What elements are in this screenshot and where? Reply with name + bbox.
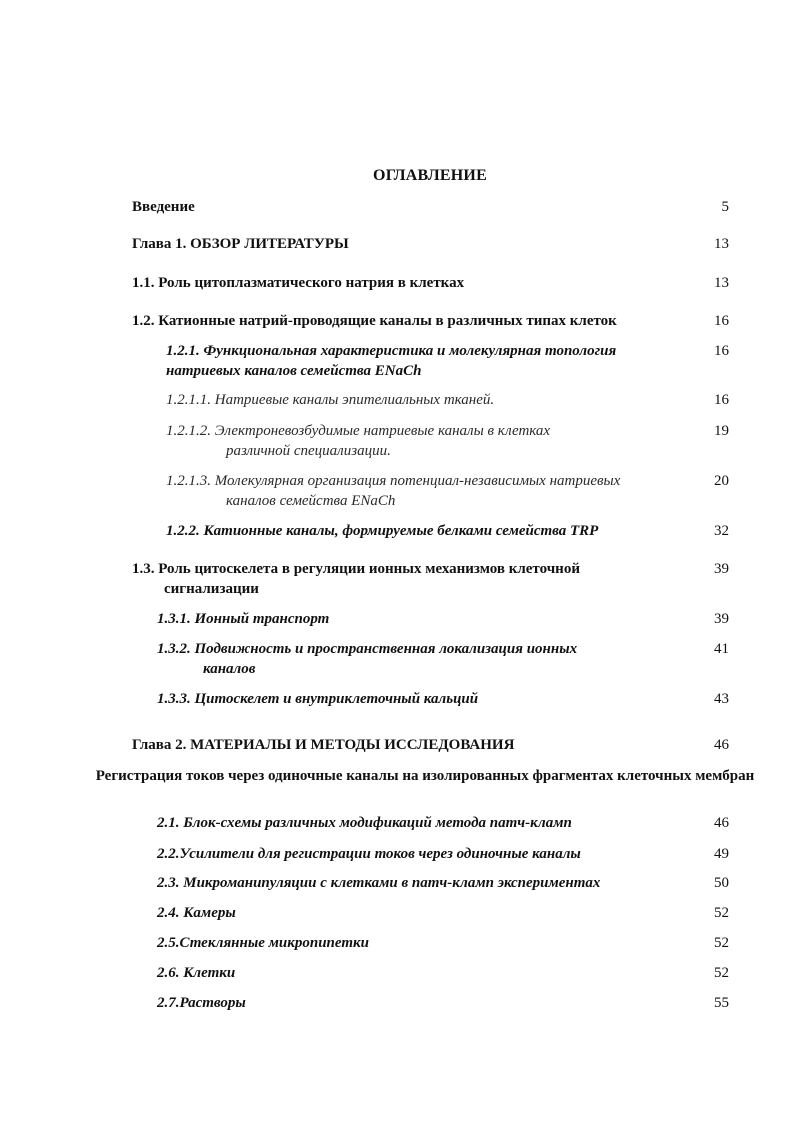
toc-page-number: 19 [714, 423, 729, 439]
toc-entry-1-2-1-1 [166, 390, 494, 410]
toc-entry-text: 2.2.Усилители для регистрации токов через одиночные каналы [157, 846, 581, 862]
toc-page-number: 39 [714, 611, 729, 627]
toc-entry-1-2-1 [166, 341, 696, 381]
toc-page-number: 32 [714, 523, 729, 539]
toc-entry-2-4 [157, 903, 236, 923]
toc-page-number: 50 [714, 875, 729, 891]
toc-entry-chapter-2 [132, 735, 514, 755]
toc-entry-text-continuation: каналов [203, 661, 256, 677]
toc-entry-text: 1.2. Катионные натрий-проводящие каналы в различных типах клеток [132, 313, 617, 329]
toc-entry-1-1 [132, 273, 464, 293]
toc-page-number: 13 [714, 236, 729, 252]
toc-page-number: 43 [714, 691, 729, 707]
toc-entry-text: 1.3. Роль цитоскелета в регуляции ионных механизмов клеточной [132, 561, 580, 577]
toc-entry-2-5 [157, 933, 369, 953]
toc-entry-1-2-2 [166, 521, 598, 541]
toc-page-number: 46 [714, 815, 729, 831]
toc-entry-text: 2.4. Камеры [157, 905, 236, 921]
toc-entry-text-continuation: фрагментах клеточных мембран [532, 768, 755, 784]
toc-page-number: 46 [714, 737, 729, 753]
toc-entry-text: 1.2.2. Катионные каналы, формируемые белками семейства TRP [166, 523, 599, 539]
toc-entry-2-6 [157, 963, 235, 983]
toc-entry-text-continuation: сигнализации [164, 581, 259, 597]
toc-entry-1-3-3 [157, 689, 478, 709]
toc-entry-text: 1.2.1.3. Молекулярная организация потенциал-независимых натриевых [166, 473, 621, 489]
toc-entry-1-3-1 [157, 609, 329, 629]
toc-entry-text: 1.3.2. Подвижность и пространственная локализация ионных [157, 641, 578, 657]
toc-entry-2-7 [157, 993, 246, 1013]
toc-page-number: 16 [714, 343, 729, 359]
toc-entry-text: 2.7.Растворы [157, 995, 246, 1011]
toc-entry-2-3 [157, 873, 600, 893]
toc-page-number: 52 [714, 965, 729, 981]
toc-entry-text: 2.6. Клетки [157, 965, 236, 981]
toc-entry-1-3 [132, 559, 580, 599]
toc-page-number: 39 [714, 561, 729, 577]
toc-page-number: 16 [714, 313, 729, 329]
toc-entry-text: 2.3. Микроманипуляции с клетками в патч-кламп экспериментах [157, 875, 601, 891]
toc-entry-text: Глава 2. МАТЕРИАЛЫ И МЕТОДЫ ИССЛЕДОВАНИЯ [132, 737, 515, 753]
toc-entry-text: 1.3.1. Ионный транспорт [157, 611, 330, 627]
toc-entry-text: Регистрация токов через одиночные каналы на изолированных [95, 768, 529, 784]
toc-entry-1-3-2 [157, 639, 577, 679]
toc-page-number: 55 [714, 995, 729, 1011]
toc-entry-2-2 [157, 844, 581, 864]
toc-entry-text: 2.5.Стеклянные микропипетки [157, 935, 369, 951]
page-title: ОГЛАВЛЕНИЕ [373, 167, 487, 184]
toc-entry-1-2 [132, 311, 617, 331]
toc-page-number: 49 [714, 846, 729, 862]
toc-entry-introduction [132, 197, 195, 217]
toc-entry-text: 1.1. Роль цитоплазматического натрия в клетках [132, 275, 465, 291]
toc-entry-text: 1.2.1.2. Электроневозбудимые натриевые каналы в клетках [166, 423, 551, 439]
toc-page-number: 5 [721, 199, 729, 215]
toc-page-number: 52 [714, 935, 729, 951]
toc-entry-text: Глава 1. ОБЗОР ЛИТЕРАТУРЫ [132, 236, 349, 252]
toc-page-number: 16 [714, 392, 729, 408]
toc-entry-text: 1.2.1.1. Натриевые каналы эпителиальных тканей. [166, 392, 495, 408]
toc-entry-1-2-1-2 [166, 421, 550, 461]
toc-page-number: 41 [714, 641, 729, 657]
toc-entry-text-continuation: различной специализации. [226, 443, 391, 459]
toc-page-number: 13 [714, 275, 729, 291]
toc-entry-2-1 [157, 813, 572, 833]
toc-entry-chapter-1 [132, 234, 349, 254]
toc-entry-text: Введение [132, 199, 195, 215]
toc-entry-text: 2.1. Блок-схемы различных модификаций метода патч-кламп [157, 815, 572, 831]
toc-entry-text-continuation: натриевых каналов семейства ENaCh [166, 363, 422, 379]
toc-page-number: 20 [714, 473, 729, 489]
toc-page-number: 52 [714, 905, 729, 921]
toc-entry-1-2-1-3 [166, 471, 696, 511]
toc-entry-text: 1.3.3. Цитоскелет и внутриклеточный кальций [157, 691, 479, 707]
toc-entry-text-continuation: каналов семейства ENaCh [226, 493, 396, 509]
toc-entry-text: 1.2.1. Функциональная характеристика и молекулярная топология [166, 343, 617, 359]
toc-section-subheading [0, 766, 793, 786]
